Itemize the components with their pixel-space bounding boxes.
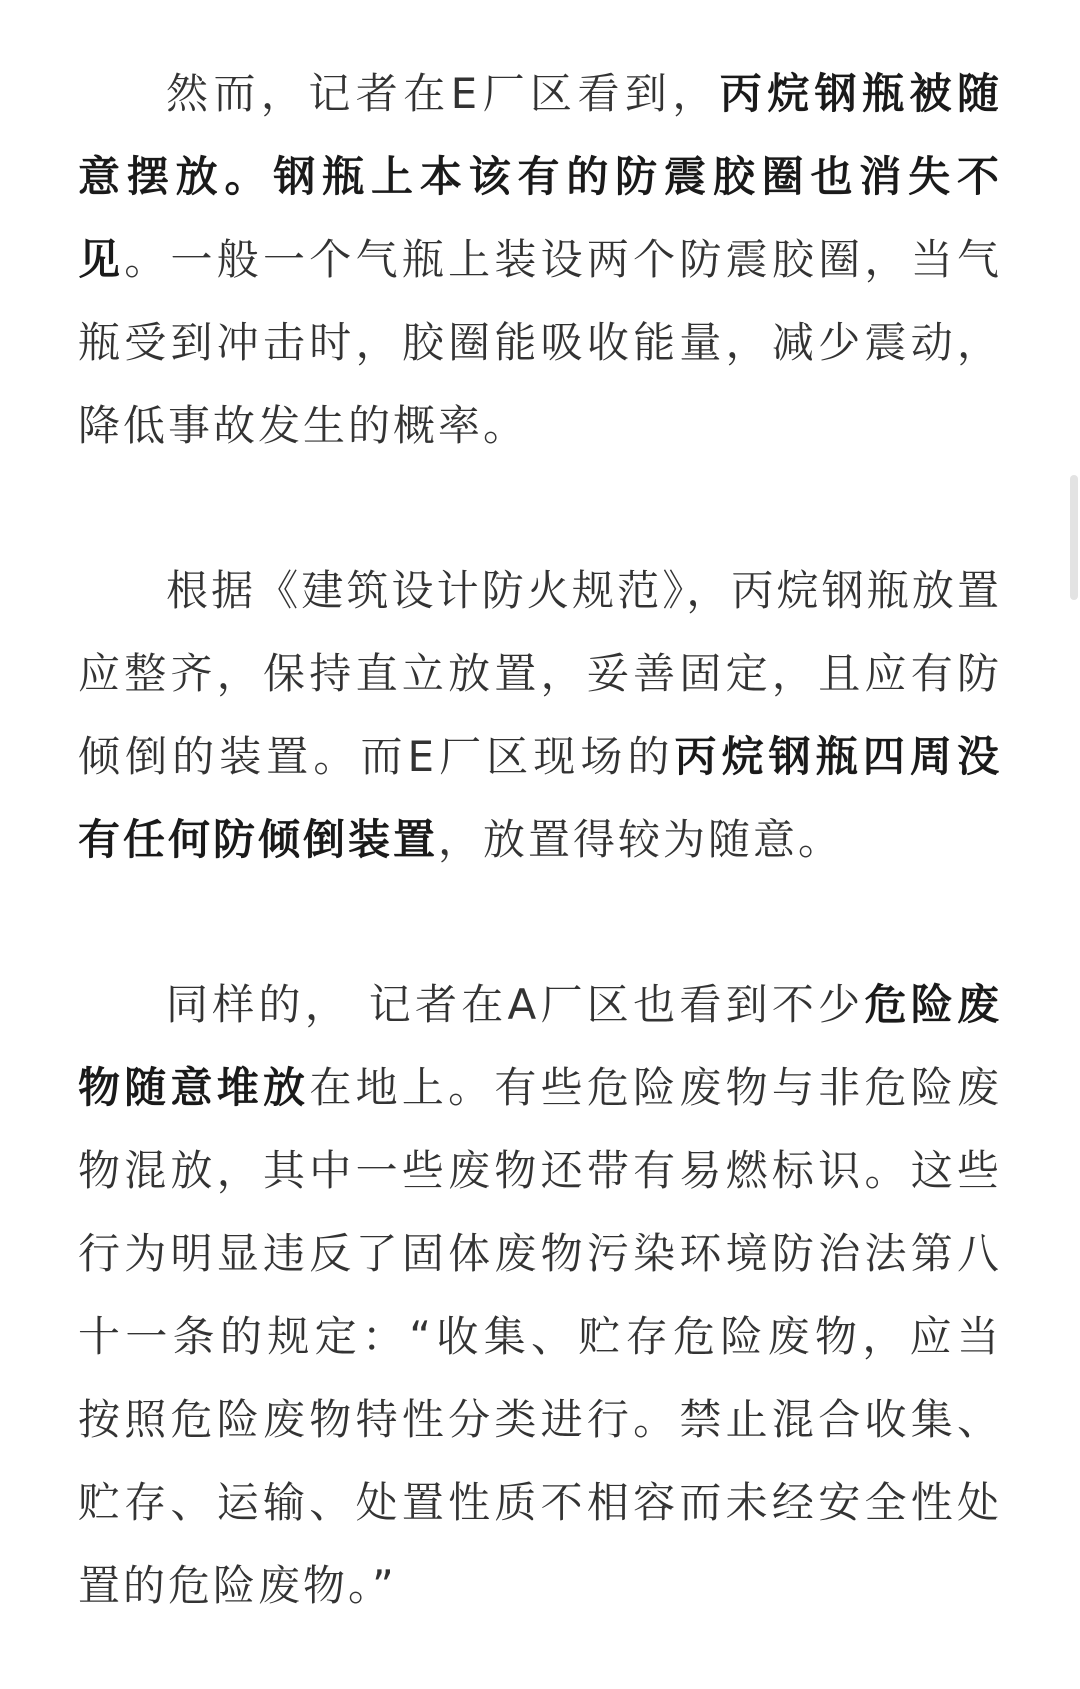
paragraph-gas-cylinder-placement	[78, 52, 1002, 467]
text-run: ，放置得较为随意。	[438, 815, 844, 864]
scrollbar[interactable]	[1068, 0, 1080, 1689]
text-run: 。一般一个气瓶上装设两个防震胶圈，当气瓶受到冲击时，胶圈能吸收能量，减少震动，降低事故发生的概率。	[78, 235, 1002, 450]
article-body	[78, 52, 1002, 1627]
paragraph-hazardous-waste	[78, 963, 1002, 1627]
paragraph-fire-code	[78, 549, 1002, 881]
text-run: 在地上。有些危险废物与非危险废物混放，其中一些废物还带有易燃标识。这些行为明显违反了固体废物污染环境防治法第八十一条的规定：“收集、贮存危险废物，应当按照危险废物特性分类进行。禁止混合收集、贮存、运输、处置性质不相容而未经安全性处置的危险废物。”	[78, 1063, 1002, 1610]
text-run: 根据《建筑设计防火规范》，丙烷钢瓶放置应整齐，保持直立放置，妥善固定，且应有防倾倒的装置。而E厂区现场的	[78, 566, 1002, 781]
text-run: 然而，记者在E厂区看到，	[166, 69, 720, 118]
bold-text-run: 丙烷钢瓶被随意摆放。钢瓶上本该有的防震胶圈也消失不见	[78, 69, 1002, 284]
scrollbar-thumb[interactable]	[1070, 475, 1078, 600]
text-run: 同样的， 记者在A厂区也看到不少	[166, 980, 865, 1029]
bold-text-run: 危险废物随意堆放	[78, 980, 1002, 1112]
bold-text-run: 丙烷钢瓶四周没有任何防倾倒装置	[78, 732, 1002, 864]
